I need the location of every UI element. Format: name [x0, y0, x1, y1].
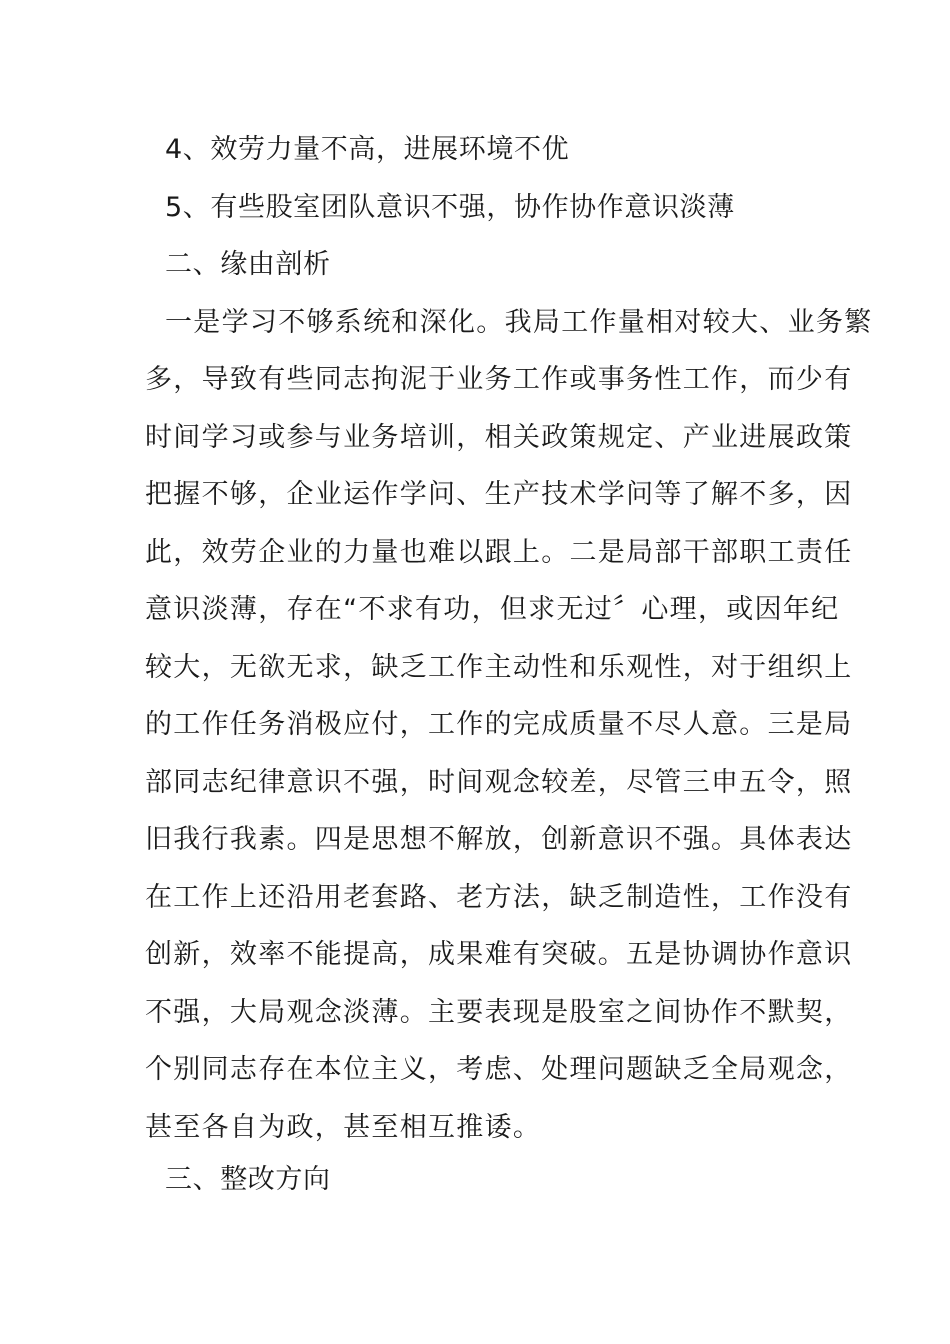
- paragraph-line: 个别同志存在本位主义，考虑、处理问题缺乏全局观念，: [145, 1054, 853, 1085]
- paragraph-line: 旧我行我素。四是思想不解放，创新意识不强。具体表达: [145, 824, 853, 855]
- paragraph-line: 部同志纪律意识不强，时间观念较差，尽管三申五令，照: [145, 767, 853, 798]
- paragraph-line: 不强，大局观念淡薄。主要表现是股室之间协作不默契，: [145, 997, 853, 1028]
- paragraph-line: 甚至各自为政，甚至相互推诿。: [145, 1112, 542, 1143]
- paragraph-line: 把握不够，企业运作学问、生产技术学问等了解不多，因: [145, 479, 853, 510]
- paragraph-line: 较大，无欲无求，缺乏工作主动性和乐观性，对于组织上: [145, 652, 853, 683]
- paragraph-line: 意识淡薄，存在“不求有功，但求无过〞心理，或因年纪: [145, 594, 840, 625]
- section-heading-rectification-direction: 三、整改方向: [165, 1164, 331, 1195]
- list-item-4: 4、效劳力量不高，进展环境不优: [165, 134, 570, 165]
- paragraph-line: 在工作上还沿用老套路、老方法，缺乏制造性，工作没有: [145, 882, 853, 913]
- paragraph-line: 创新，效率不能提高，成果难有突破。五是协调协作意识: [145, 939, 853, 970]
- paragraph-line: 时间学习或参与业务培训，相关政策规定、产业进展政策: [145, 422, 853, 453]
- section-heading-cause-analysis: 二、缘由剖析: [165, 249, 331, 280]
- paragraph-line: 多，导致有些同志拘泥于业务工作或事务性工作，而少有: [145, 364, 853, 395]
- paragraph-line: 的工作任务消极应付，工作的完成质量不尽人意。三是局: [145, 709, 853, 740]
- paragraph-line: 一是学习不够系统和深化。我局工作量相对较大、业务繁: [165, 307, 873, 338]
- list-item-5: 5、有些股室团队意识不强，协作协作意识淡薄: [165, 192, 735, 223]
- paragraph-line: 此，效劳企业的力量也难以跟上。二是局部干部职工责任: [145, 537, 853, 568]
